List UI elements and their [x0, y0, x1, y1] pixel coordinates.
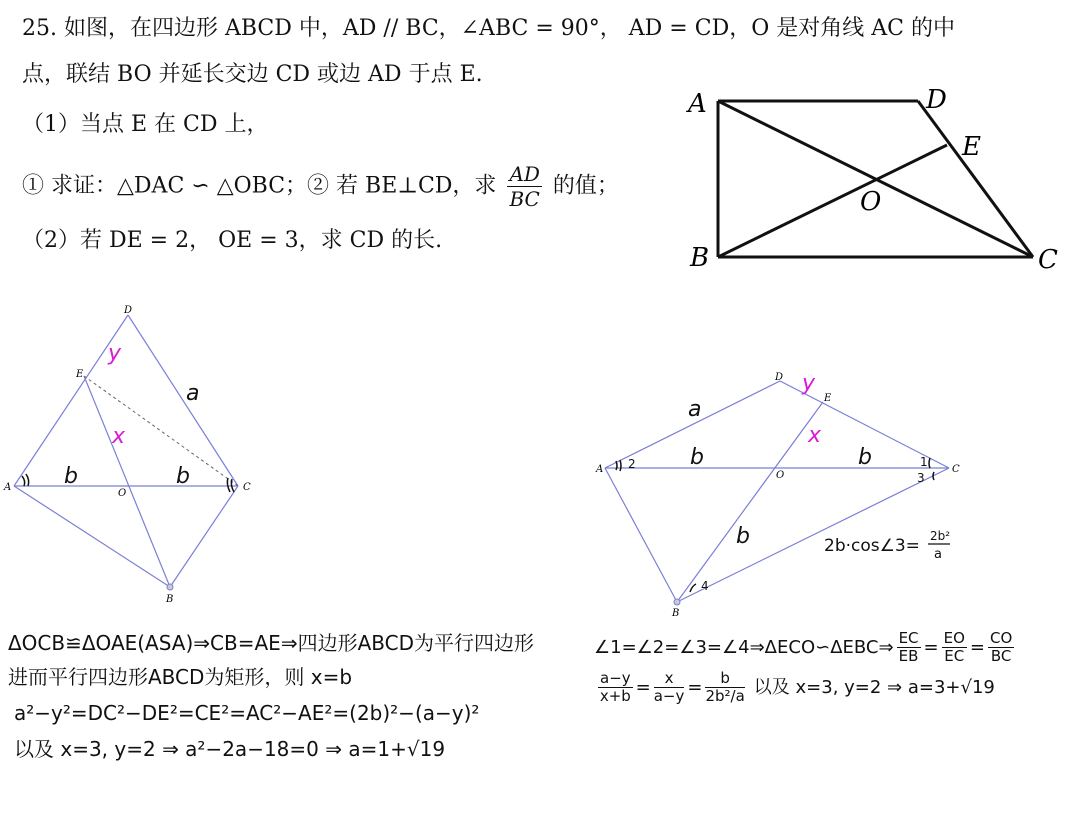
label-a: A [4, 482, 12, 493]
angle-mark-a [616, 461, 617, 470]
left-note-3: a²−y²=DC²−DE²=CE²=AC²−AE²=(2b)²−(a−y)² [14, 701, 480, 725]
frac-num: CO [990, 629, 1013, 647]
var-b-right: b [176, 464, 190, 489]
problem-line-4-a: ① 求证：△DAC ∽ △OBC；② 若 BE⊥CD，求 [22, 173, 497, 199]
frac-num: x [654, 670, 685, 688]
frac-ay-xb [598, 670, 633, 705]
point-b [674, 599, 680, 605]
problem-line-1: 25. 如图，在四边形 ABCD 中，AD // BC，∠ABC = 90°， AD = CD，O 是对角线 AC 的中 [22, 16, 955, 41]
label-a: A [596, 464, 604, 475]
label-d: D [124, 305, 133, 316]
label-c: C [1038, 245, 1058, 275]
frac-den: BC [990, 647, 1012, 665]
cos-note: 2b·cos∠3= [824, 536, 920, 556]
left-note-2: 进而平行四边形ABCD为矩形，则 x=b [8, 665, 353, 689]
var-b-left: b [64, 464, 78, 489]
point-b [167, 584, 173, 590]
label-b: B [672, 608, 680, 619]
label-d: D [926, 85, 947, 115]
segment-dc [918, 101, 1033, 257]
var-x: x [112, 424, 126, 449]
frac-x-ay [654, 670, 685, 705]
frac-den: x+b [599, 687, 631, 705]
label-o: O [860, 187, 882, 217]
frac-den: a−y [653, 687, 685, 705]
frac-eo-ec [942, 630, 967, 665]
frac-num: EO [943, 629, 965, 647]
angle-mark-c [227, 478, 230, 492]
var-y: y [108, 341, 122, 366]
label-e: E [824, 393, 832, 404]
label-e: E [76, 369, 84, 380]
problem-statement [0, 0, 955, 280]
angle-mark-a2 [620, 460, 621, 471]
fraction-denominator: BC [509, 187, 540, 211]
angle-label-1: 1 [920, 455, 928, 469]
frac-num: b [705, 670, 744, 688]
angle-label-4: 4 [701, 579, 709, 593]
label-e: E [962, 132, 981, 162]
problem-line-4 [22, 162, 619, 211]
frac-num: a−y [600, 669, 631, 687]
frac-den: EB [898, 647, 919, 665]
label-a: A [688, 89, 707, 119]
left-note-1: ΔOCB≌ΔOAE(ASA)⇒CB=AE⇒四边形ABCD为平行四边形 [8, 631, 534, 655]
fraction-ad-over-bc [507, 162, 541, 211]
segment-be [718, 145, 947, 257]
angle-label-3: 3 [917, 471, 925, 485]
segment-dc [128, 315, 238, 486]
var-x: x [808, 423, 822, 448]
var-b-right: b [858, 445, 872, 470]
dashed-ec [84, 376, 238, 486]
problem-line-5: （2）若 DE = 2， OE = 3，求 CD 的长. [22, 228, 443, 253]
segment-ab [605, 468, 677, 602]
angle-mark-a [26, 474, 29, 486]
segment-be [677, 402, 823, 602]
segment-bc [677, 468, 949, 602]
left-note-4: 以及 x=3, y=2 ⇒ a²−2a−18=0 ⇒ a=1+√19 [14, 737, 446, 761]
problem-line-4-b: 的值； [552, 173, 619, 199]
var-b-left: b [690, 445, 704, 470]
frac-co-bc [988, 630, 1014, 665]
var-b-lower: b [736, 524, 750, 549]
right-note-1: ∠1=∠2=∠3=∠4⇒ΔECO∽ΔEBC⇒ $\frac{EC}{EB}$ = $\frac{EO}{EC}$ = $\frac{CO}{BC}$ [594, 629, 1013, 665]
angle-label-2: 2 [628, 457, 636, 471]
angle-mark-c1 [929, 458, 930, 468]
cos-note-den: a [934, 547, 942, 562]
angle-mark-b [690, 584, 696, 592]
frac-ec-eb [897, 630, 921, 665]
frac-num: EC [898, 629, 919, 647]
left-sketch-figure [0, 295, 300, 615]
right-note-2: $\frac{a-y}{x+b}$ = $\frac{x}{a-y}$ = $\frac{b}{\text{2b²/a}}$ 以及 x=3, y=2 ⇒ a=3+√19 [599, 669, 995, 705]
frac-den: EC [944, 647, 965, 665]
right-note-1-text: ∠1=∠2=∠3=∠4⇒ΔECO∽ΔEBC⇒ [594, 636, 894, 658]
var-a: a [186, 381, 200, 406]
problem-figure [680, 80, 1080, 280]
label-c: C [243, 482, 251, 493]
angle-mark-a2 [22, 476, 25, 486]
segment-eb [84, 376, 170, 587]
label-o: O [776, 470, 785, 481]
right-sketch-figure [590, 365, 990, 620]
label-b: B [166, 594, 174, 605]
fraction-numerator: AD [509, 162, 540, 186]
label-o: O [118, 488, 127, 499]
segment-ab [14, 486, 170, 587]
problem-line-2: 点，联结 BO 并延长交边 CD 或边 AD 于点 E. [22, 62, 483, 87]
segment-cb [170, 486, 238, 587]
frac-den: 2b²/a [705, 687, 745, 705]
right-note-tail: 以及 x=3, y=2 ⇒ a=3+√19 [753, 676, 995, 698]
label-b: B [690, 243, 710, 273]
frac-b-2b2a [705, 670, 744, 705]
var-y: y [802, 371, 816, 396]
cos-note-num: 2b² [930, 529, 951, 543]
label-d: D [775, 372, 784, 383]
problem-line-3: （1）当点 E 在 CD 上， [22, 112, 269, 137]
label-c: C [952, 464, 960, 475]
var-a: a [688, 397, 702, 422]
